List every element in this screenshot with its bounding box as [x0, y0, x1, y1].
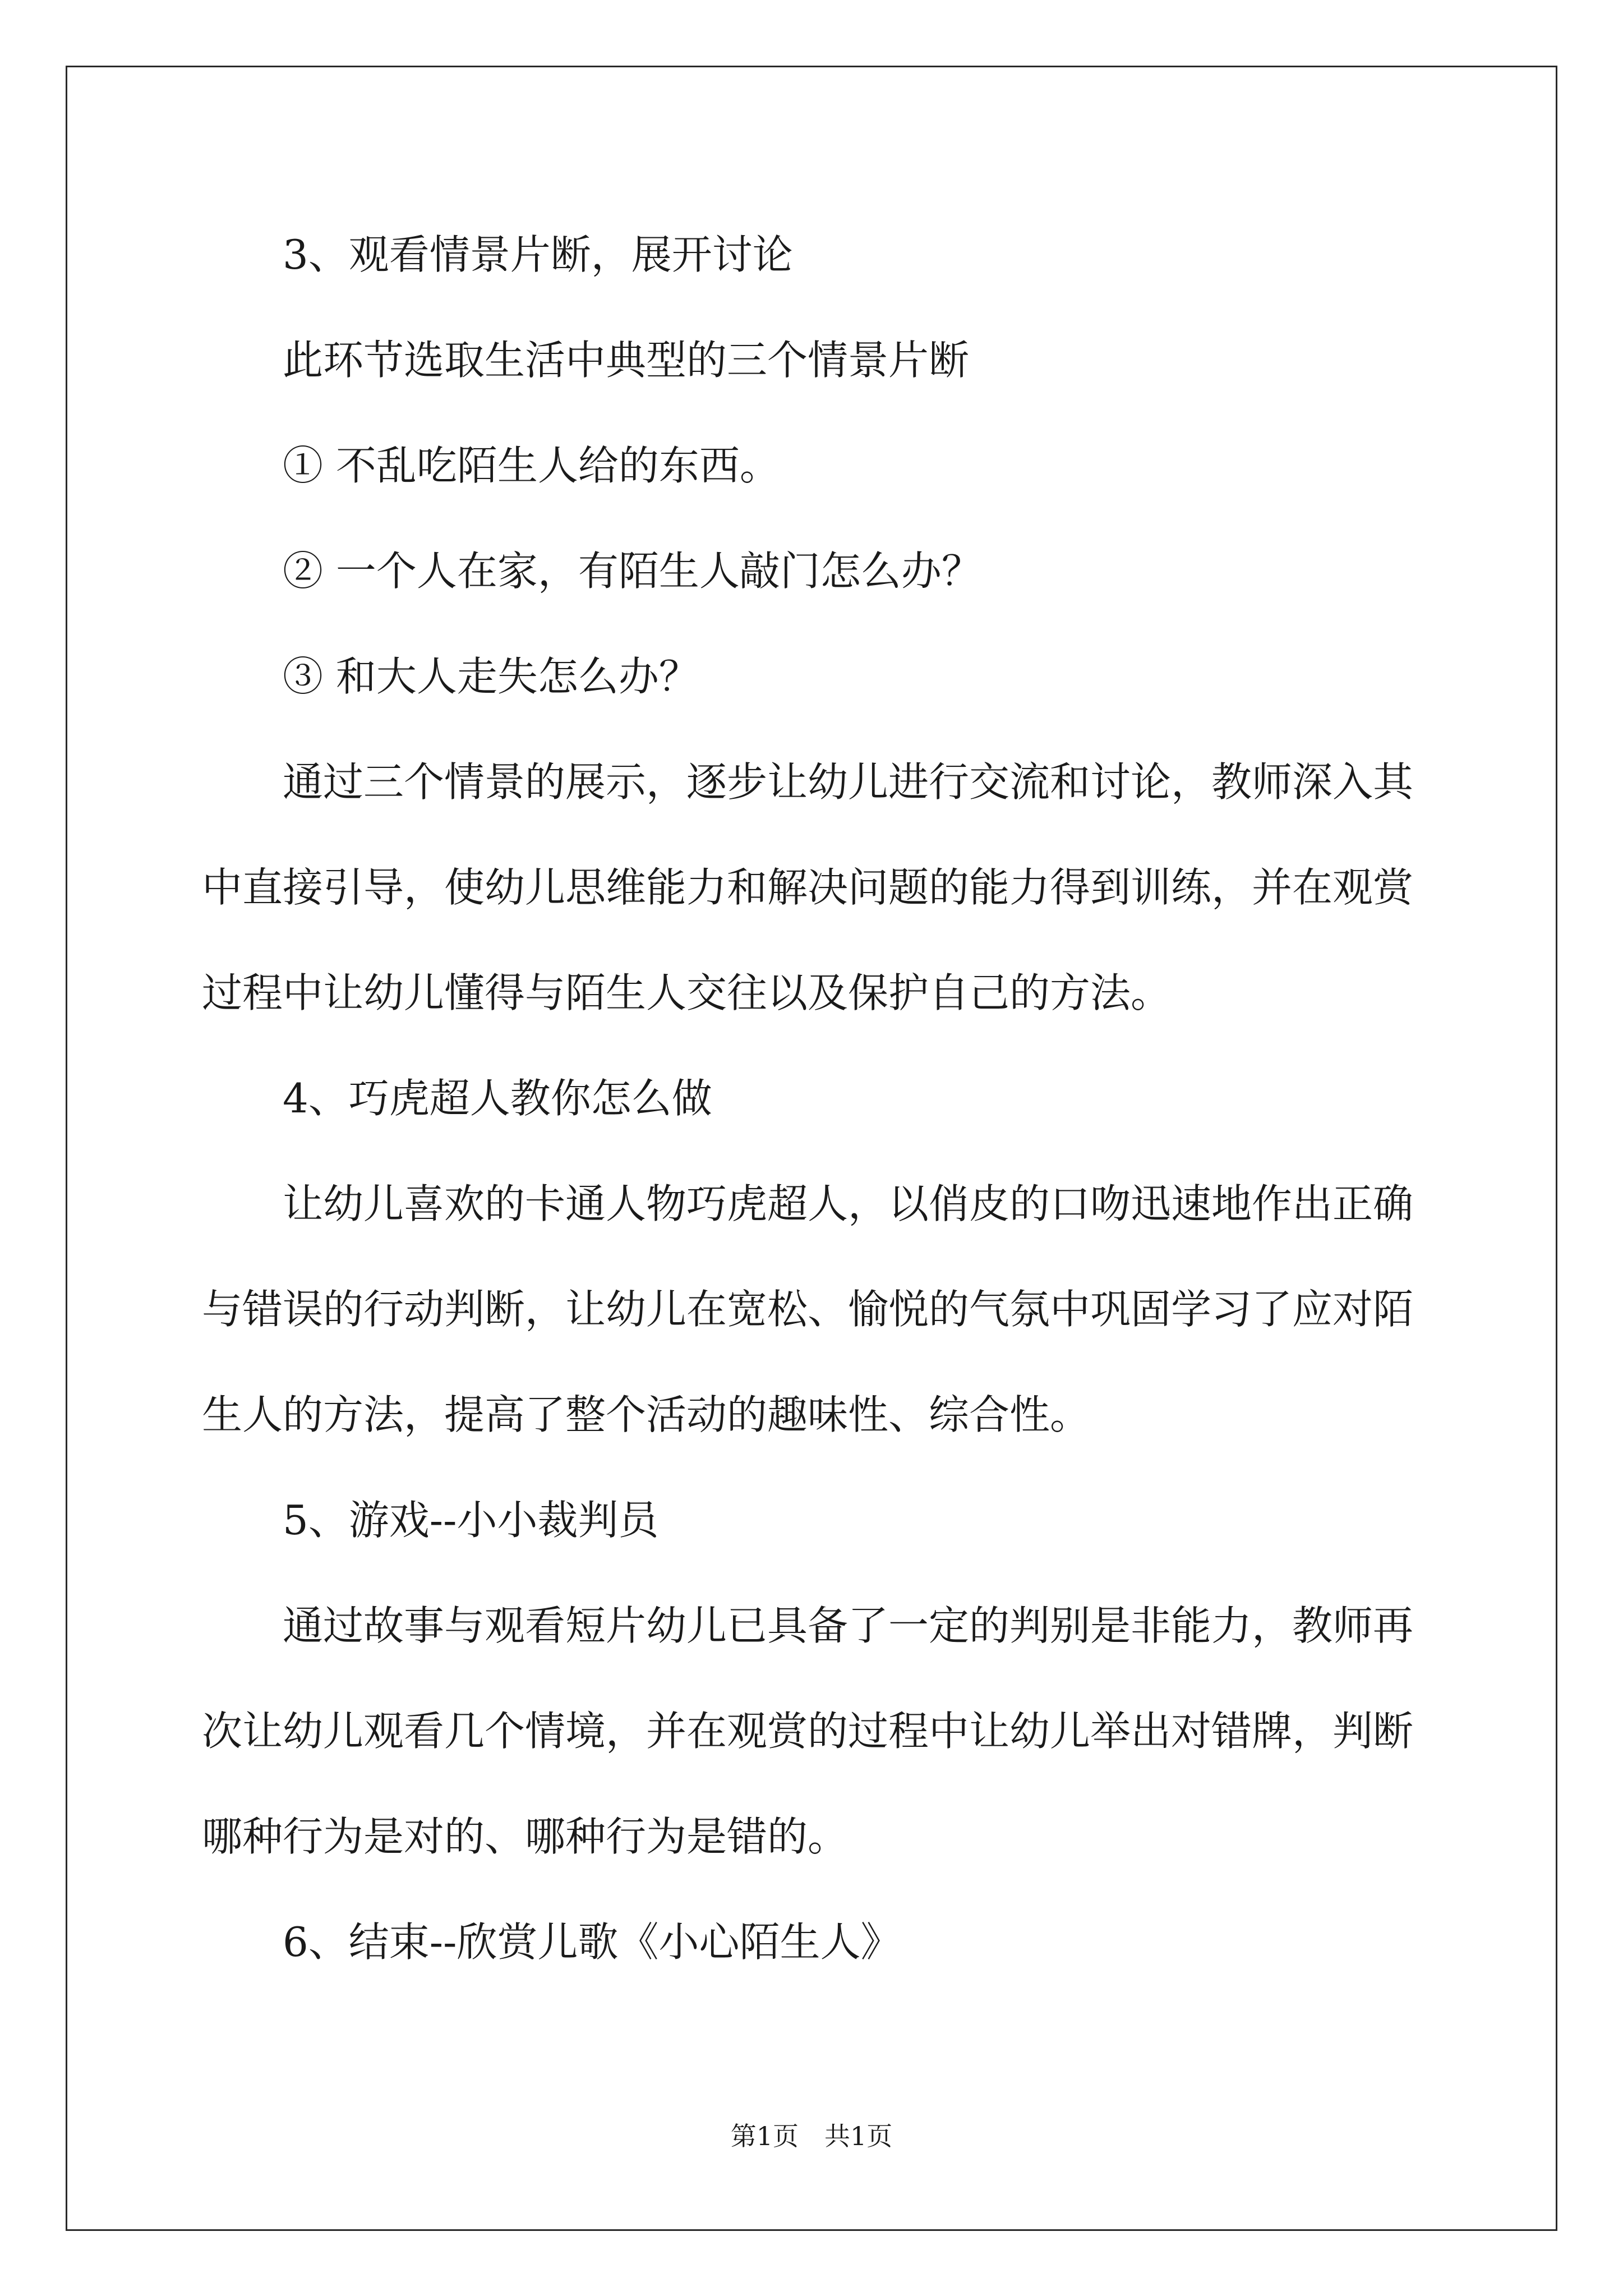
- heading-step-3: 3、观看情景片断，展开讨论: [283, 231, 793, 278]
- paragraph-step-3-body: 通过三个情景的展示，逐步让幼儿进行交流和讨论，教师深入其中直接引导，使幼儿思维能力和解决问题的能力得到训练，并在观赏过程中让幼儿懂得与陌生人交往以及保护自己的方法。: [202, 758, 1414, 1016]
- paragraph-step-5-body: 通过故事与观看短片幼儿已具备了一定的判别是非能力，教师再次让幼儿观看几个情境，并在观赏的过程中让幼儿举出对错牌，判断哪种行为是对的、哪种行为是错的。: [202, 1602, 1414, 1860]
- heading-step-6: 6、结束--欣赏儿歌《小心陌生人》: [283, 1918, 901, 1966]
- heading-step-5: 5、游戏--小小裁判员: [283, 1497, 659, 1544]
- list-item-3: ③ 和大人走失怎么办？: [283, 653, 699, 700]
- document-body: [202, 202, 1424, 1995]
- list-item-2: ② 一个人在家，有陌生人敲门怎么办？: [283, 547, 982, 595]
- heading-step-4: 4、巧虎超人教你怎么做: [283, 1075, 712, 1122]
- page-footer: 第1页 共1页: [730, 2121, 893, 2151]
- paragraph-step-4-body: 让幼儿喜欢的卡通人物巧虎超人，以俏皮的口吻迅速地作出正确与错误的行动判断，让幼儿在宽松、愉悦的气氛中巩固学习了应对陌生人的方法，提高了整个活动的趣味性、综合性。: [202, 1180, 1414, 1438]
- list-item-1: ① 不乱吃陌生人给的东西。: [283, 442, 780, 489]
- paragraph-intro: 此环节选取生活中典型的三个情景片断: [283, 337, 970, 384]
